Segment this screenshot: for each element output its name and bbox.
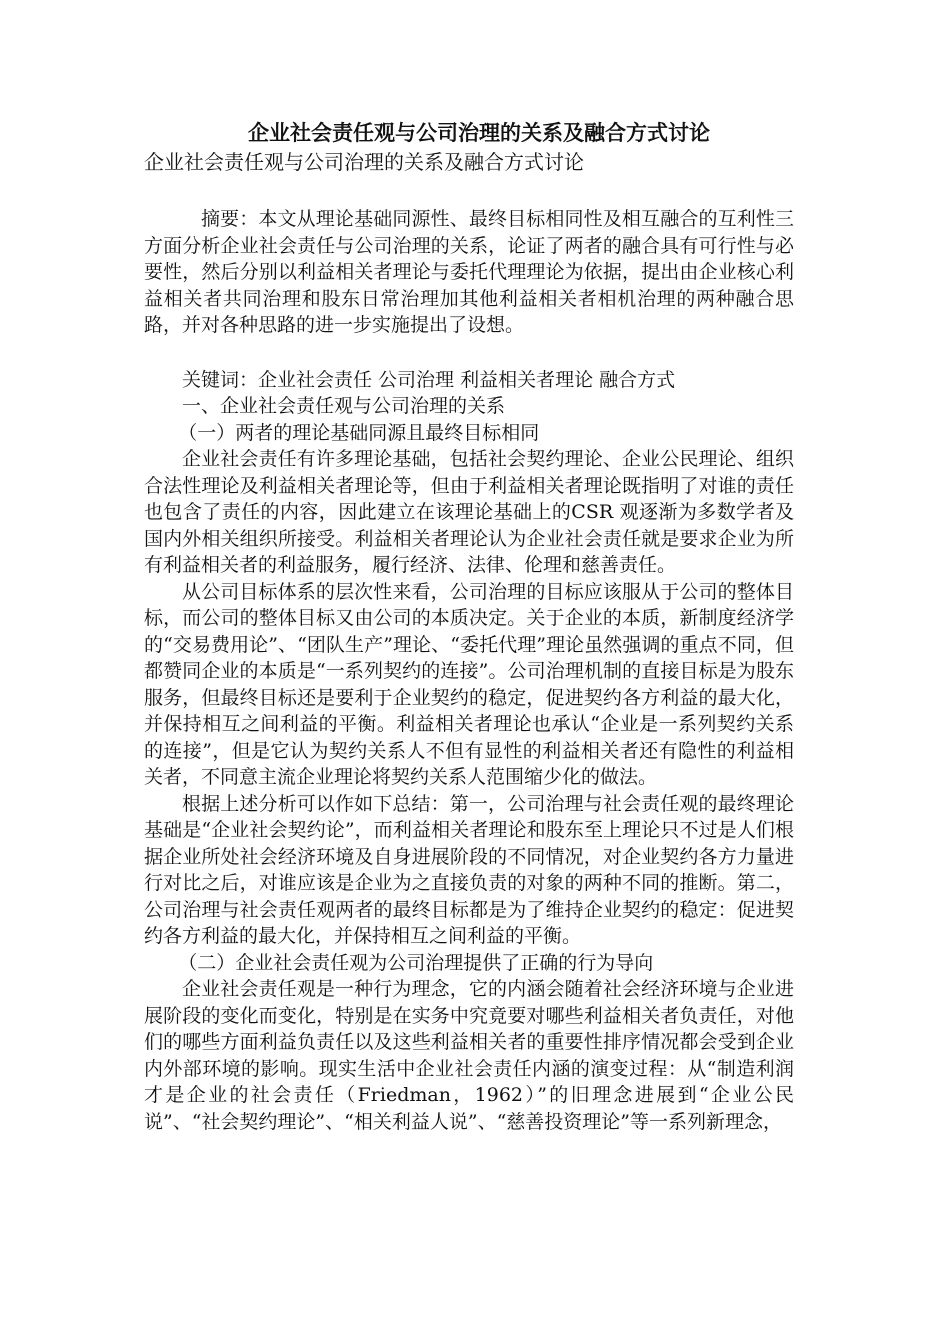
- subsection-heading-2: （二）企业社会责任观为公司治理提供了正确的行为导向: [178, 951, 654, 974]
- body-paragraph-4: 企业社会责任观是一种行为理念，它的内涵会随着社会经济环境与企业进展阶段的变化而变化，特别是在实务中究竟要对哪些利益相关者负责任，对他们的哪些方面利益负责任以及这些利益相关者的重要性排序情况都会受到企业内外部环境的影响。现实生活中企业社会责任内涵的演变过程：从“制造利润才是企业的社会责任（Friedman，1962）”的旧理念进展到“企业公民说”、“社会契约理论”、“相关利益人说”、“慈善投资理论”等一系列新理念，: [144, 978, 794, 1133]
- body-paragraph-2: 从公司目标体系的层次性来看，公司治理的目标应该服从于公司的整体目标，而公司的整体目标又由公司的本质决定。关于企业的本质，新制度经济学的“交易费用论”、“团队生产”理论、“委托代理”理论虽然强调的重点不同，但都赞同企业的本质是“一系列契约的连接”。公司治理机制的直接目标是为股东服务，但最终目标还是要利于企业契约的稳定，促进契约各方利益的最大化，并保持相互之间利益的平衡。利益相关者理论也承认“企业是一系列契约关系的连接”，但是它认为契约关系人不但有显性的利益相关者还有隐性的利益相关者，不同意主流企业理论将契约关系人范围缩少化的做法。: [144, 580, 794, 788]
- document-subtitle: 企业社会责任观与公司治理的关系及融合方式讨论: [144, 150, 584, 174]
- document-title: 企业社会责任观与公司治理的关系及融合方式讨论: [248, 120, 710, 145]
- section-heading-1: 一、企业社会责任观与公司治理的关系: [182, 395, 506, 417]
- body-paragraph-3: 根据上述分析可以作如下总结：第一，公司治理与社会责任观的最终理论基础是“企业社会契约论”，而利益相关者理论和股东至上理论只不过是人们根据企业所处社会经济环境及自身进展阶段的不同情况，对企业契约各方力量进行对比之后，对谁应该是企业为之直接负责的对象的两种不同的推断。第二，公司治理与社会责任观两者的最终目标都是为了维持企业契约的稳定：促进契约各方利益的最大化，并保持相互之间利益的平衡。: [144, 792, 794, 947]
- keywords-line: 关键词：企业社会责任 公司治理 利益相关者理论 融合方式: [182, 368, 676, 391]
- body-paragraph-1: 企业社会责任有许多理论基础，包括社会契约理论、企业公民理论、组织合法性理论及利益相关者理论等，但由于利益相关者理论既指明了对谁的责任也包含了责任的内容，因此建立在该理论基础上的CSR 观逐渐为多数学者及国内外相关组织所接受。利益相关者理论认为企业社会责任就是要求企业为所有利益相关者的利益服务，履行经济、法律、伦理和慈善责任。: [144, 448, 794, 576]
- subsection-heading-1: （一）两者的理论基础同源且最终目标相同: [178, 421, 540, 444]
- spacer: [144, 339, 794, 367]
- abstract-paragraph: 摘要：本文从理论基础同源性、最终目标相同性及相互融合的互利性三方面分析企业社会责任与公司治理的关系，论证了两者的融合具有可行性与必要性，然后分别以利益相关者理论与委托代理理论为依据，提出由企业核心利益相关者共同治理和股东日常治理加其他利益相关者相机治理的两种融合思路，并对各种思路的进一步实施提出了设想。: [144, 208, 794, 336]
- document-page: [144, 118, 794, 1135]
